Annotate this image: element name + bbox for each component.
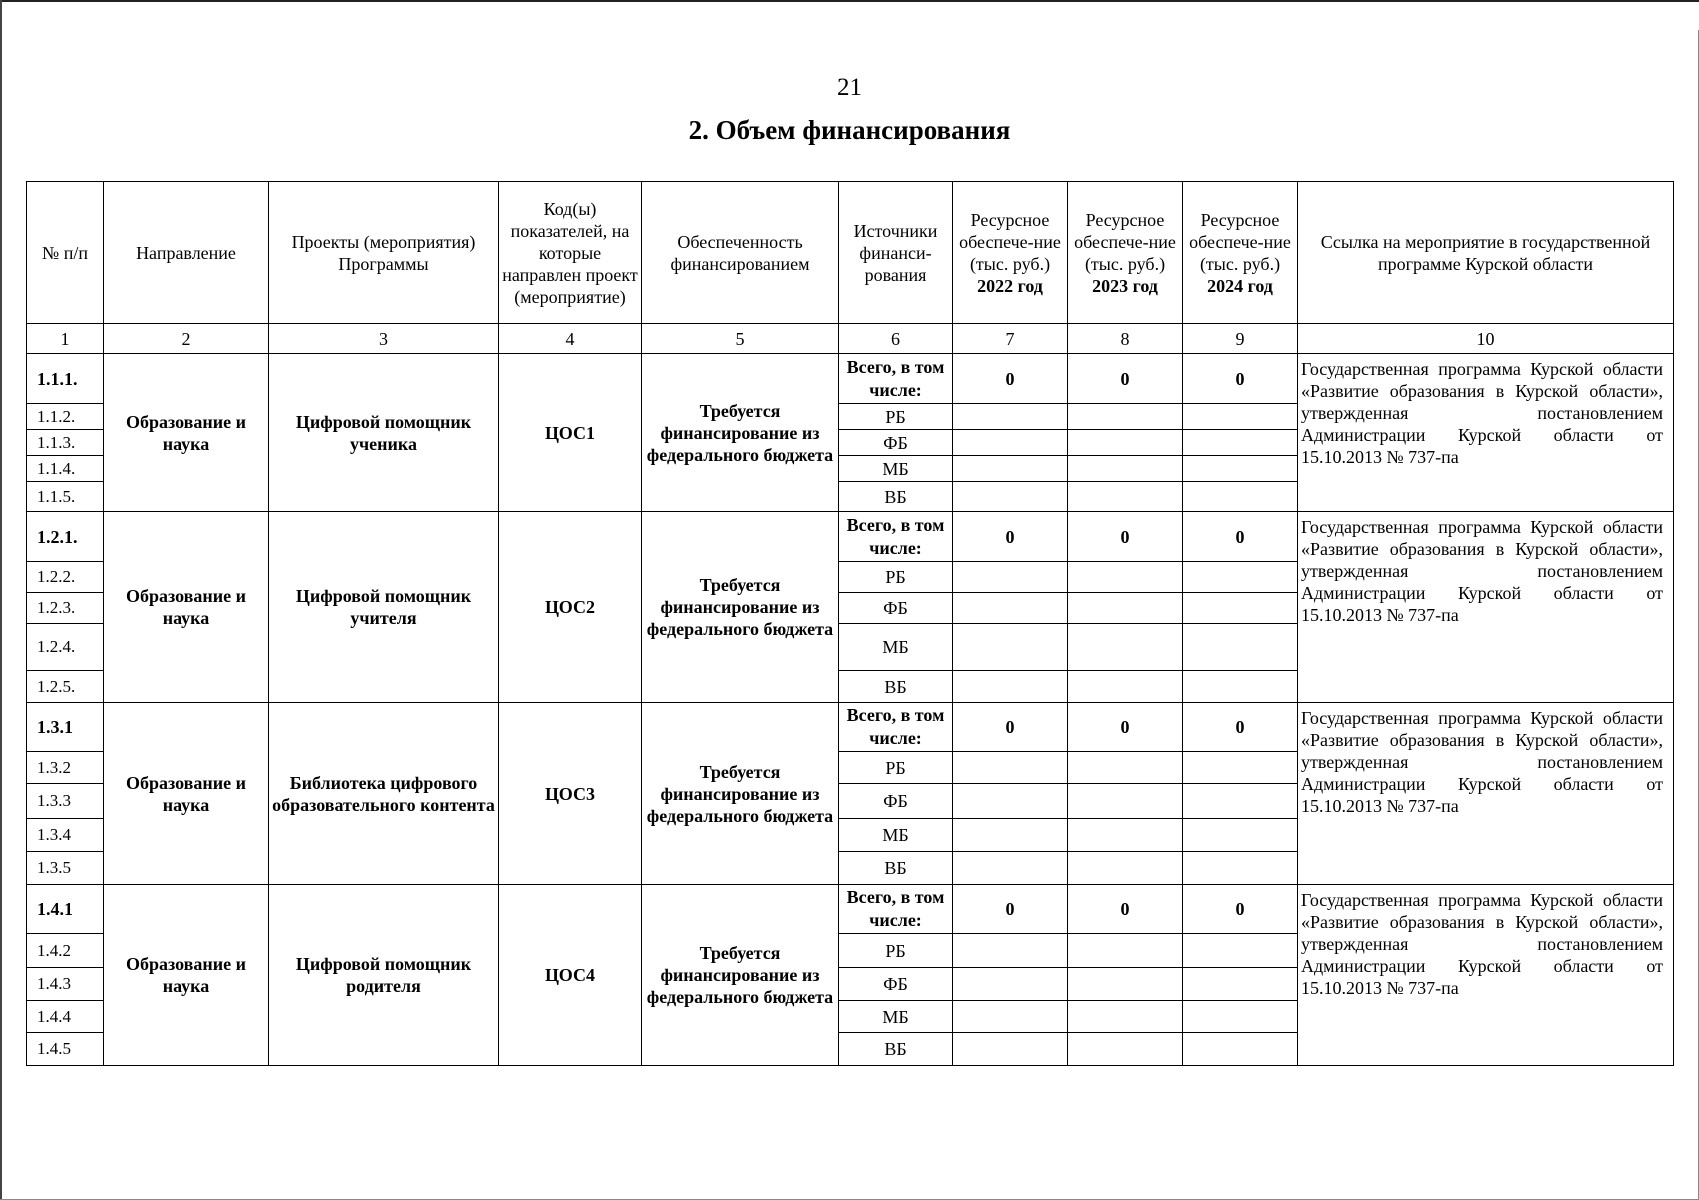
table-row <box>27 703 1674 752</box>
direction-cell: Образование и наука <box>104 885 269 1066</box>
header-resource-2022: Ресурсное обеспече-ние (тыс. руб.) 2022 год <box>953 182 1068 324</box>
row-number: 1.3.4 <box>27 819 104 852</box>
header-sources: Источники финанси-рования <box>839 182 953 324</box>
header-provision: Обеспеченность финансированием <box>642 182 839 324</box>
value-cell <box>1183 819 1298 852</box>
value-cell <box>1183 1033 1298 1066</box>
row-number: 1.1.5. <box>27 482 104 512</box>
total-2022: 0 <box>953 885 1068 934</box>
column-number: 4 <box>499 324 642 354</box>
value-cell <box>1068 934 1183 968</box>
value-cell <box>1183 456 1298 482</box>
value-cell <box>1068 430 1183 456</box>
row-number: 1.4.2 <box>27 934 104 968</box>
column-number: 8 <box>1068 324 1183 354</box>
page-title: 2. Объем финансирования <box>688 115 1011 145</box>
value-cell <box>1183 593 1298 624</box>
scan-edge-left <box>0 0 2 1200</box>
source-total: Всего, в том числе: <box>839 885 953 934</box>
source-mb: МБ <box>839 456 953 482</box>
provision-cell: Требуется финансирование из федерального бюджета <box>642 885 839 1066</box>
column-number: 1 <box>27 324 104 354</box>
row-number: 1.2.1. <box>27 512 104 562</box>
source-mb: МБ <box>839 624 953 671</box>
value-cell <box>1068 593 1183 624</box>
source-vb: ВБ <box>839 852 953 885</box>
total-2023: 0 <box>1068 512 1183 562</box>
row-number: 1.2.2. <box>27 562 104 593</box>
header-row <box>27 182 1674 324</box>
value-cell <box>1183 968 1298 1001</box>
direction-cell: Образование и наука <box>104 354 269 512</box>
reference-cell: Государственная программа Курской области «Развитие образования в Курской области», утвержденная постановлением Администрации Курской области от 15.10.2013 № 737-па <box>1298 354 1674 512</box>
financing-table <box>26 181 1674 1066</box>
source-fb: ФБ <box>839 430 953 456</box>
value-cell <box>1183 562 1298 593</box>
total-2024: 0 <box>1183 885 1298 934</box>
source-mb: МБ <box>839 819 953 852</box>
project-cell: Библиотека цифрового образовательного контента <box>269 703 499 885</box>
row-number: 1.2.3. <box>27 593 104 624</box>
page-number: 21 <box>837 74 862 101</box>
value-cell <box>953 456 1068 482</box>
source-vb: ВБ <box>839 482 953 512</box>
value-cell <box>953 671 1068 703</box>
total-2024: 0 <box>1183 512 1298 562</box>
source-vb: ВБ <box>839 1033 953 1066</box>
column-number: 10 <box>1298 324 1674 354</box>
code-cell: ЦОС3 <box>499 703 642 885</box>
provision-cell: Требуется финансирование из федерального бюджета <box>642 703 839 885</box>
column-number: 7 <box>953 324 1068 354</box>
value-cell <box>953 819 1068 852</box>
value-cell <box>953 482 1068 512</box>
value-cell <box>1068 819 1183 852</box>
value-cell <box>953 593 1068 624</box>
total-2023: 0 <box>1068 703 1183 752</box>
source-rb: РБ <box>839 934 953 968</box>
value-cell <box>1068 404 1183 430</box>
value-cell <box>1068 624 1183 671</box>
value-cell <box>1068 752 1183 784</box>
value-cell <box>953 852 1068 885</box>
column-number-row <box>27 324 1674 354</box>
direction-cell: Образование и наука <box>104 512 269 703</box>
table-row <box>27 354 1674 404</box>
value-cell <box>1183 624 1298 671</box>
value-cell <box>953 752 1068 784</box>
total-2022: 0 <box>953 512 1068 562</box>
header-resource-2024: Ресурсное обеспече-ние (тыс. руб.) 2024 год <box>1183 182 1298 324</box>
value-cell <box>1068 671 1183 703</box>
header-reference: Ссылка на мероприятие в государственной программе Курской области <box>1298 182 1674 324</box>
value-cell <box>1183 482 1298 512</box>
source-rb: РБ <box>839 562 953 593</box>
row-number: 1.2.4. <box>27 624 104 671</box>
value-cell <box>1183 430 1298 456</box>
value-cell <box>1183 852 1298 885</box>
project-cell: Цифровой помощник родителя <box>269 885 499 1066</box>
table-row <box>27 512 1674 562</box>
header-direction: Направление <box>104 182 269 324</box>
total-2022: 0 <box>953 354 1068 404</box>
row-number: 1.4.3 <box>27 968 104 1001</box>
value-cell <box>953 624 1068 671</box>
row-number: 1.1.4. <box>27 456 104 482</box>
header-code: Код(ы) показателей, на которые направлен проект (мероприятие) <box>499 182 642 324</box>
source-mb: МБ <box>839 1001 953 1033</box>
source-fb: ФБ <box>839 593 953 624</box>
source-total: Всего, в том числе: <box>839 512 953 562</box>
value-cell <box>1068 562 1183 593</box>
source-total: Всего, в том числе: <box>839 703 953 752</box>
value-cell <box>953 1001 1068 1033</box>
value-cell <box>1183 784 1298 819</box>
source-rb: РБ <box>839 752 953 784</box>
row-number: 1.3.1 <box>27 703 104 752</box>
value-cell <box>1183 404 1298 430</box>
value-cell <box>953 968 1068 1001</box>
reference-cell: Государственная программа Курской области «Развитие образования в Курской области», утвержденная постановлением Администрации Курской области от 15.10.2013 № 737-па <box>1298 703 1674 885</box>
reference-cell: Государственная программа Курской области «Развитие образования в Курской области», утвержденная постановлением Администрации Курской области от 15.10.2013 № 737-па <box>1298 512 1674 703</box>
value-cell <box>1068 1033 1183 1066</box>
row-number: 1.4.4 <box>27 1001 104 1033</box>
total-2023: 0 <box>1068 354 1183 404</box>
direction-cell: Образование и наука <box>104 703 269 885</box>
header-project: Проекты (мероприятия) Программы <box>269 182 499 324</box>
value-cell <box>1068 456 1183 482</box>
row-number: 1.3.5 <box>27 852 104 885</box>
source-rb: РБ <box>839 404 953 430</box>
value-cell <box>953 934 1068 968</box>
column-number: 2 <box>104 324 269 354</box>
code-cell: ЦОС1 <box>499 354 642 512</box>
source-fb: ФБ <box>839 968 953 1001</box>
column-number: 3 <box>269 324 499 354</box>
source-total: Всего, в том числе: <box>839 354 953 404</box>
value-cell <box>1068 482 1183 512</box>
reference-cell: Государственная программа Курской области «Развитие образования в Курской области», утвержденная постановлением Администрации Курской области от 15.10.2013 № 737-па <box>1298 885 1674 1066</box>
row-number: 1.1.2. <box>27 404 104 430</box>
value-cell <box>953 404 1068 430</box>
source-vb: ВБ <box>839 671 953 703</box>
code-cell: ЦОС2 <box>499 512 642 703</box>
project-cell: Цифровой помощник учителя <box>269 512 499 703</box>
row-number: 1.1.1. <box>27 354 104 404</box>
value-cell <box>953 562 1068 593</box>
total-2023: 0 <box>1068 885 1183 934</box>
column-number: 5 <box>642 324 839 354</box>
column-number: 6 <box>839 324 953 354</box>
total-2024: 0 <box>1183 703 1298 752</box>
value-cell <box>1183 934 1298 968</box>
provision-cell: Требуется финансирование из федерального бюджета <box>642 512 839 703</box>
row-number: 1.1.3. <box>27 430 104 456</box>
value-cell <box>953 430 1068 456</box>
provision-cell: Требуется финансирование из федерального бюджета <box>642 354 839 512</box>
row-number: 1.3.2 <box>27 752 104 784</box>
value-cell <box>953 1033 1068 1066</box>
value-cell <box>1068 968 1183 1001</box>
header-number: № п/п <box>27 182 104 324</box>
source-fb: ФБ <box>839 784 953 819</box>
header-resource-2023: Ресурсное обеспече-ние (тыс. руб.) 2023 год <box>1068 182 1183 324</box>
table-row <box>27 885 1674 934</box>
row-number: 1.2.5. <box>27 671 104 703</box>
scan-edge-top <box>0 0 1699 2</box>
value-cell <box>1068 784 1183 819</box>
value-cell <box>1183 752 1298 784</box>
value-cell <box>1183 1001 1298 1033</box>
row-number: 1.3.3 <box>27 784 104 819</box>
value-cell <box>1068 1001 1183 1033</box>
project-cell: Цифровой помощник ученика <box>269 354 499 512</box>
row-number: 1.4.1 <box>27 885 104 934</box>
value-cell <box>1183 671 1298 703</box>
total-2022: 0 <box>953 703 1068 752</box>
code-cell: ЦОС4 <box>499 885 642 1066</box>
total-2024: 0 <box>1183 354 1298 404</box>
column-number: 9 <box>1183 324 1298 354</box>
value-cell <box>1068 852 1183 885</box>
value-cell <box>953 784 1068 819</box>
row-number: 1.4.5 <box>27 1033 104 1066</box>
